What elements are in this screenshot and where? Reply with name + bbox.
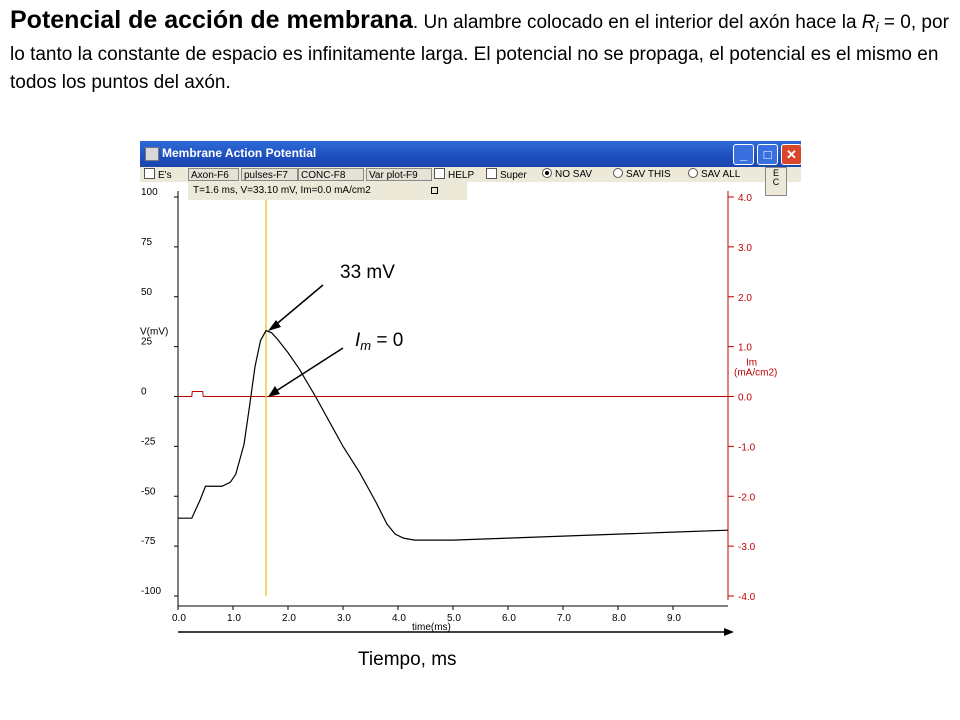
y-right-tick-label: 4.0: [738, 193, 752, 204]
y-left-tick-label: 0: [141, 386, 147, 398]
conc-button[interactable]: CONC-F8: [298, 168, 364, 181]
window-title: Membrane Action Potential: [162, 146, 317, 160]
y-right-axis-unit: (mA/cm2): [734, 367, 778, 379]
maximize-button[interactable]: □: [757, 144, 778, 165]
im-arrow: [273, 348, 343, 393]
y-left-tick-label: 50: [141, 286, 153, 298]
y-right-tick-label: -4.0: [738, 592, 756, 603]
resistance-symbol: R: [861, 12, 876, 33]
x-tick-label: 8.0: [612, 613, 626, 624]
close-button[interactable]: ✕: [781, 144, 801, 165]
x-tick-label: 2.0: [282, 613, 296, 624]
x-tick-label: 3.0: [337, 613, 351, 624]
slide-title: Potencial de acción de membrana: [10, 6, 413, 34]
y-right-tick-label: -1.0: [738, 442, 756, 454]
y-left-tick-label: -50: [141, 486, 156, 498]
x-tick-label: 0.0: [172, 613, 186, 624]
minimize-button[interactable]: _: [733, 144, 754, 165]
x-tick-label: 1.0: [227, 613, 241, 624]
x-tick-label: 4.0: [392, 613, 406, 624]
y-right-axis-label: Im: [746, 357, 758, 369]
im-equals-zero: = 0: [371, 330, 404, 351]
x-tick-label: 6.0: [502, 613, 516, 624]
y-right-tick-label: 2.0: [738, 292, 752, 304]
im-subscript: m: [360, 338, 372, 353]
time-arrowhead-icon: [724, 628, 734, 636]
readout-text: T=1.6 ms, V=33.10 mV, Im=0.0 mA/cm2: [193, 185, 371, 196]
es-label: E's: [158, 170, 172, 181]
y-right-tick-label: 3.0: [738, 242, 752, 254]
x-tick-label: 5.0: [447, 613, 461, 624]
y-left-tick-label: 100: [141, 187, 158, 198]
slide-text-part2: = 0, por lo tanto la constante de espacio es infinitamente larga. El potencial no se propaga, el potencial es el mismo en todos los puntos del axón.: [10, 12, 949, 93]
tiempo-caption: Tiempo, ms: [358, 649, 457, 670]
y-right-tick-label: -2.0: [738, 492, 756, 504]
y-right-tick-label: 1.0: [738, 342, 752, 354]
ec-top-label: E: [772, 168, 779, 178]
pulses-button[interactable]: pulses-F7: [241, 168, 298, 181]
y-left-axis-label: V(mV): [140, 326, 169, 338]
y-left-tick-label: -100: [141, 586, 162, 597]
peak-annotation: 33 mV: [340, 262, 395, 283]
no-sav-label: NO SAV: [555, 169, 593, 180]
y-left-tick-label: -25: [141, 436, 156, 448]
y-left-tick-label: -75: [141, 536, 156, 548]
y-left-tick-label: 75: [141, 236, 153, 248]
y-left-tick-label: 25: [141, 336, 153, 348]
im-arrowhead-icon: [268, 386, 280, 397]
super-label: Super: [500, 170, 527, 181]
peak-arrow: [273, 285, 323, 327]
varplot-button[interactable]: Var plot-F9: [366, 168, 432, 181]
help-label: HELP: [448, 170, 475, 181]
axon-button[interactable]: Axon-F6: [188, 168, 239, 181]
ec-bottom-label: C: [772, 177, 780, 187]
resistance-subscript: i: [875, 19, 879, 35]
y-right-tick-label: 0.0: [738, 392, 752, 404]
im-symbol: I: [355, 330, 361, 351]
slide-text-part1: . Un alambre colocado en el interior del axón hace la: [412, 12, 862, 33]
sav-all-label: SAV ALL: [701, 169, 741, 180]
x-tick-label: 9.0: [667, 613, 681, 624]
x-axis-label: time(ms): [412, 622, 451, 633]
sav-this-label: SAV THIS: [626, 169, 671, 180]
x-tick-label: 7.0: [557, 613, 571, 624]
y-right-tick-label: -3.0: [738, 542, 756, 554]
